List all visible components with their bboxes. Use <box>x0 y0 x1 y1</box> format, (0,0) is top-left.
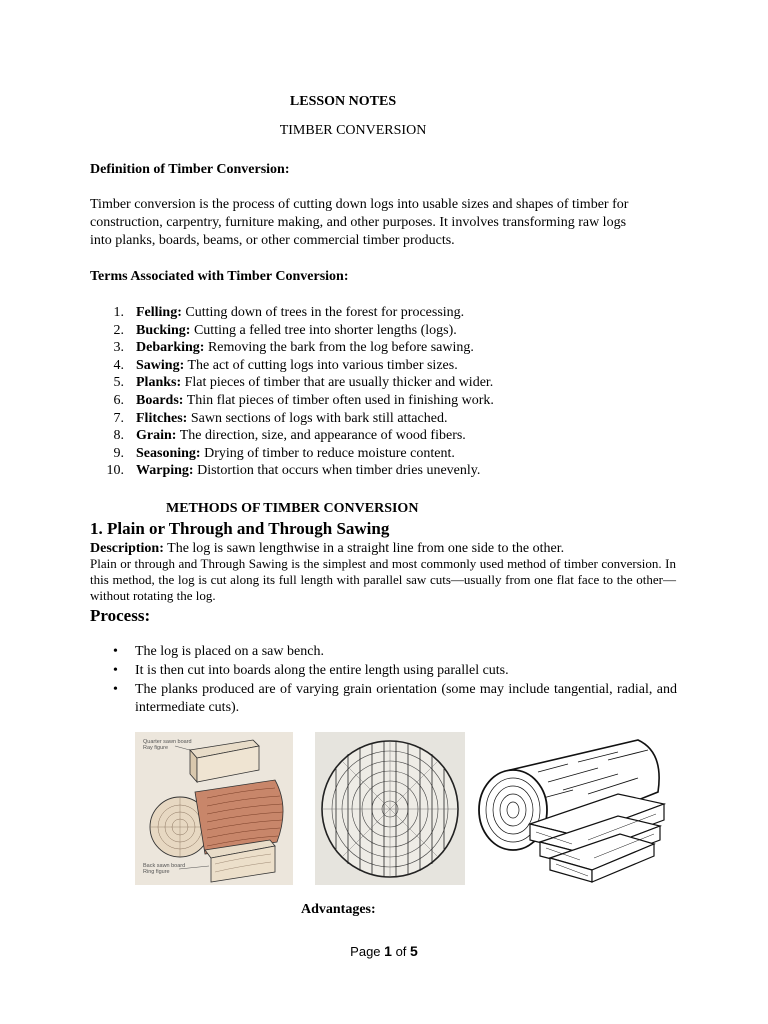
topic-title: TIMBER CONVERSION <box>279 123 427 138</box>
list-item: 7. Flitches: Sawn sections of logs with bark still attached. <box>113 410 448 426</box>
list-item: • The planks produced are of varying grain orientation (some may include tangential, radial, and intermediate cuts). <box>113 682 677 715</box>
definition-paragraph <box>90 196 678 250</box>
page-footer <box>0 943 768 959</box>
definition-line: construction, carpentry, furniture making, and other purposes. It involves transforming raw logs <box>90 215 627 230</box>
advantages-heading: Advantages: <box>301 902 376 917</box>
bullet-icon: • <box>113 682 118 697</box>
log-cross-section-illustration <box>315 732 465 885</box>
process-heading: Process: <box>90 606 151 625</box>
ray-label: Ray figure <box>143 745 169 751</box>
bullet-icon: • <box>113 663 118 678</box>
of-label: of <box>391 944 411 959</box>
page-label: Page <box>350 944 385 959</box>
list-item: 1. Felling: Cutting down of trees in the forest for processing. <box>113 305 465 320</box>
list-item: 6. Boards: Thin flat pieces of timber often used in finishing work. <box>113 392 494 408</box>
back-label: Back sawn board <box>143 863 186 869</box>
list-item: 3. Debarking: Removing the bark from the log before sawing. <box>113 340 474 356</box>
page-number: 1 <box>384 943 392 959</box>
definition-heading: Definition of Timber Conversion: <box>90 162 290 177</box>
methods-heading: METHODS OF TIMBER CONVERSION <box>166 501 419 516</box>
definition-line: Timber conversion is the process of cutting down logs into usable sizes and shapes of timber for <box>90 197 629 212</box>
terms-list <box>90 304 678 480</box>
description-paragraph: Plain or through and Through Sawing is the simplest and most commonly used method of timber conversion. In this method, the log is cut along its full length with parallel saw cuts—usually from one flat face to the other—without rotating the log. <box>90 556 676 603</box>
list-item: 5. Planks: Flat pieces of timber that are usually thicker and wider. <box>113 375 494 391</box>
ring-label: Ring figure <box>143 869 170 875</box>
sawn-boards-drawing <box>135 732 293 885</box>
cross-section-drawing <box>315 732 465 885</box>
list-item: • The log is placed on a saw bench. <box>113 644 324 659</box>
terms-heading: Terms Associated with Timber Conversion: <box>90 269 349 284</box>
method1-title: 1. Plain or Through and Through Sawing <box>90 519 390 538</box>
list-item: 4. Sawing: The act of cutting logs into various timber sizes. <box>113 357 458 373</box>
bullet-icon: • <box>113 644 118 659</box>
list-item: 2. Bucking: Cutting a felled tree into shorter lengths (logs). <box>113 322 457 338</box>
log-planks-drawing <box>468 732 674 885</box>
quarter-label: Quarter sawn board <box>143 739 192 745</box>
description-text: The log is sawn lengthwise in a straight line from one side to the other. <box>163 541 565 556</box>
sawn-boards-illustration <box>135 732 293 885</box>
list-item: 8. Grain: The direction, size, and appearance of wood fibers. <box>113 428 466 444</box>
definition-line: into planks, boards, beams, or other commercial timber products. <box>90 233 455 248</box>
page-total: 5 <box>410 943 418 959</box>
list-item: 9. Seasoning: Drying of timber to reduce moisture content. <box>113 445 455 461</box>
lesson-notes-title: LESSON NOTES <box>289 94 397 109</box>
description-label: Description: <box>90 541 164 556</box>
list-item: 10. Warping: Distortion that occurs when timber dries unevenly. <box>106 463 481 479</box>
log-planks-illustration <box>468 732 674 885</box>
list-item: • It is then cut into boards along the entire length using parallel cuts. <box>113 663 509 678</box>
process-list <box>90 643 677 718</box>
